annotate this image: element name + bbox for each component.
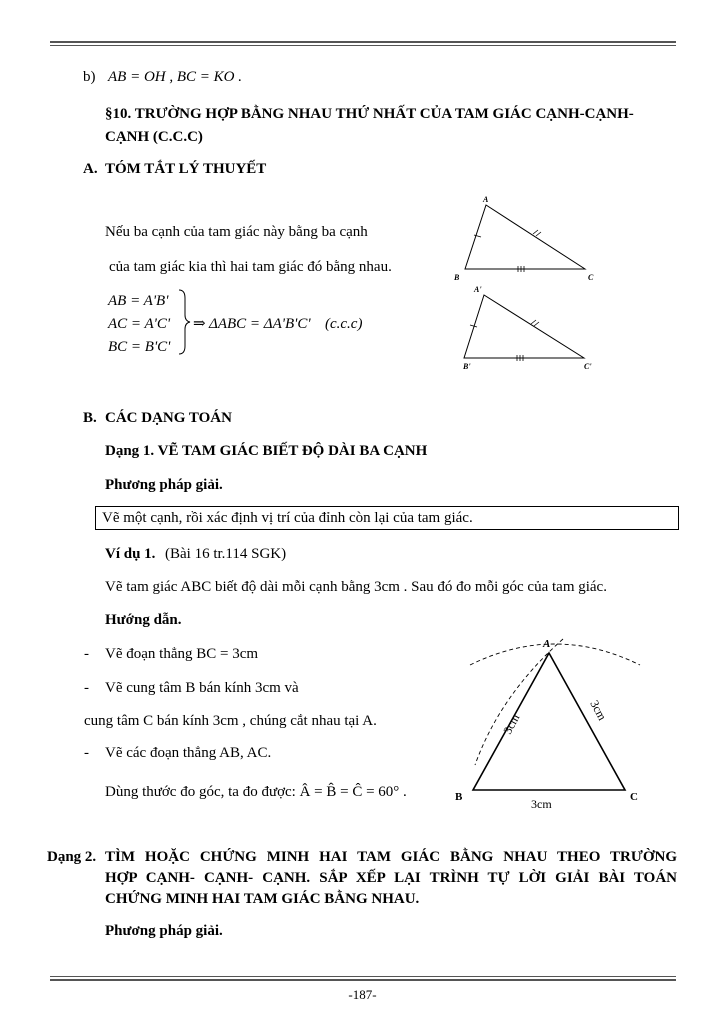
fig2-side-right: 3cm: [587, 697, 610, 723]
dang2-line2: HỢP CẠNH- CẠNH- CẠNH. SẮP XẾP LẠI TRÌNH TỰ LỜI GIẢI BÀI TOÁN: [105, 870, 677, 886]
formula-case: (c.c.c): [325, 316, 363, 332]
part-b-answer-label: b): [83, 69, 96, 85]
dang1-method-label: Phương pháp giải.: [105, 477, 223, 493]
method-box-text: Vẽ một cạnh, rồi xác định vị trí của đỉnh còn lại của tam giác.: [102, 510, 473, 526]
step4-text: Vẽ các đoạn thẳng AB, AC.: [105, 745, 272, 761]
fig2-side-left: 3cm: [500, 711, 523, 737]
formula-implies: ⇒ ΔABC = ΔA'B'C': [193, 316, 311, 332]
fig2-label-c: C: [630, 791, 638, 803]
step1-bullet: -: [84, 646, 89, 662]
formula-line1: AB = A'B': [108, 293, 169, 309]
dang2-method-label: Phương pháp giải.: [105, 923, 223, 939]
dang2-line1: TÌM HOẶC CHỨNG MINH HAI TAM GIÁC BẰNG NHAU THEO TRƯỜNG: [105, 849, 677, 865]
example-label: Ví dụ 1.: [105, 546, 156, 562]
header-rule: [50, 41, 676, 43]
page-number: -187-: [348, 987, 377, 1002]
fig1-label-a-prime: A': [474, 285, 482, 294]
fig1-label-b-prime: B': [463, 362, 471, 371]
congruent-triangles-figure: [450, 192, 610, 374]
formula-line3: BC = B'C': [108, 339, 171, 355]
step1-text: Vẽ đoạn thẳng BC = 3cm: [105, 646, 259, 662]
example-ref: (Bài 16 tr.114 SGK): [165, 546, 287, 562]
header-rule-thin: [50, 45, 676, 46]
fig1-label-b: B: [454, 273, 460, 282]
footer-rule-thin: [50, 976, 676, 977]
step3-text: cung tâm C bán kính 3cm , chúng cắt nhau tại A.: [84, 713, 377, 729]
dang2-label: Dạng 2.: [47, 849, 97, 865]
fig2-label-a: A: [543, 638, 551, 650]
fig1-label-c-prime: C': [584, 362, 592, 371]
footer-rule: [50, 979, 676, 981]
step2-text: Vẽ cung tâm B bán kính 3cm và: [105, 680, 299, 696]
part-b-label: B.: [83, 410, 97, 426]
dang1-title: Dạng 1. VẼ TAM GIÁC BIẾT ĐỘ DÀI BA CẠNH: [105, 443, 428, 459]
section-title-line2: CẠNH (C.C.C): [105, 129, 203, 145]
example-text: Vẽ tam giác ABC biết độ dài mỗi cạnh bằng 3cm . Sau đó đo mỗi góc của tam giác.: [105, 579, 607, 595]
fig1-label-a: A: [483, 195, 489, 204]
guide-label: Hướng dẫn.: [105, 612, 182, 628]
construction-figure: [445, 625, 660, 815]
section-title-line1: §10. TRƯỜNG HỢP BẰNG NHAU THỨ NHẤT CỦA TAM GIÁC CẠNH-CẠNH-: [105, 106, 634, 122]
step4-bullet: -: [84, 745, 89, 761]
system-brace: [178, 288, 192, 356]
formula-line2: AC = A'C': [108, 316, 171, 332]
part-a-title: TÓM TẮT LÝ THUYẾT: [105, 161, 267, 177]
measure-text: Dùng thước đo góc, ta đo được: Â = B̂ = Ĉ = 60° .: [105, 784, 407, 800]
dang2-line3: CHỨNG MINH HAI TAM GIÁC BẰNG NHAU.: [105, 891, 420, 907]
part-b-answer-expr: AB = OH , BC = KO .: [108, 69, 242, 85]
part-b-title: CÁC DẠNG TOÁN: [105, 410, 232, 426]
theory-text-line1: Nếu ba cạnh của tam giác này bằng ba cạnh: [105, 224, 368, 240]
part-a-label: A.: [83, 161, 98, 177]
fig1-label-c: C: [588, 273, 594, 282]
step2-bullet: -: [84, 680, 89, 696]
theory-text-line2: của tam giác kia thì hai tam giác đó bằng nhau.: [109, 259, 392, 275]
fig2-label-b: B: [455, 791, 463, 803]
fig2-base: 3cm: [531, 797, 552, 811]
